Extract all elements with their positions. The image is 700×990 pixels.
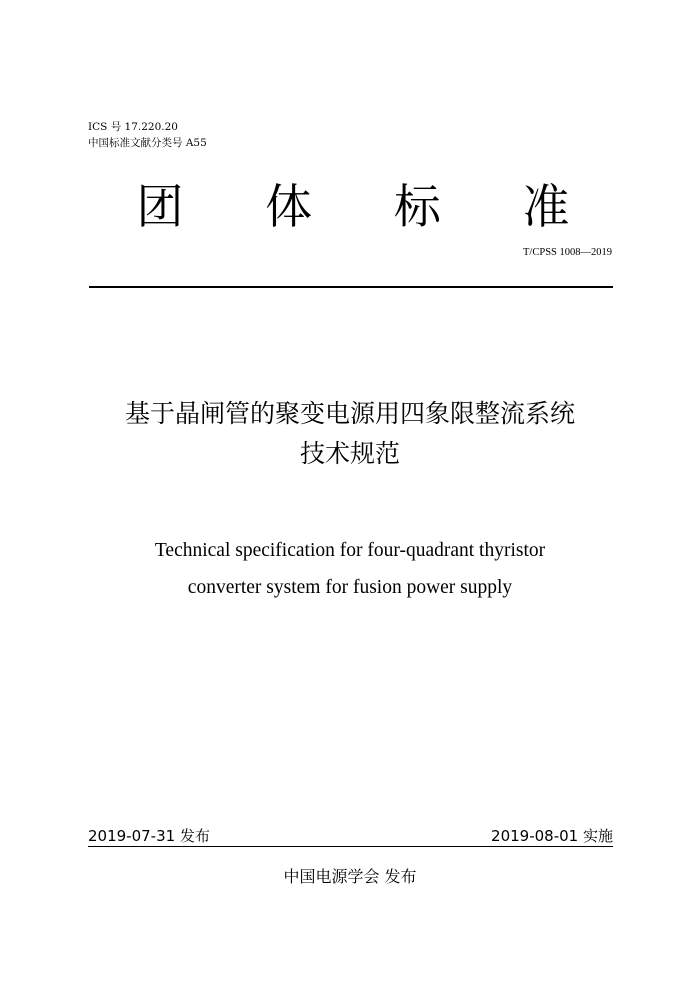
chinese-title: [40, 394, 660, 474]
classification-block: [88, 119, 207, 151]
standard-type-char: 准: [522, 180, 570, 235]
ics-number: ICS 号 17.220.20: [88, 121, 178, 133]
publisher: 中国电源学会 发布: [283, 867, 417, 886]
chinese-title-line: 技术规范: [299, 439, 400, 468]
standard-type-char: 团: [136, 180, 184, 235]
chinese-title-line: 基于晶闸管的聚变电源用四象限整流系统: [124, 399, 575, 428]
standard-number: T/CPSS 1008—2019: [523, 247, 612, 258]
header-divider: [89, 286, 613, 288]
standard-type-char: 体: [265, 180, 313, 235]
english-title-line: converter system for fusion power supply: [187, 577, 513, 598]
dates-row: [88, 826, 613, 847]
ccs-number: 中国标准文献分类号 A55: [88, 137, 207, 149]
english-title-line: Technical specification for four-quadrant thyristor: [154, 540, 546, 561]
standard-type-heading: [108, 178, 598, 238]
issue-date: 2019-07-31 发布: [88, 827, 210, 845]
standard-type-char: 标: [393, 180, 441, 235]
implementation-date: 2019-08-01 实施: [491, 827, 613, 845]
english-title: [40, 532, 660, 606]
